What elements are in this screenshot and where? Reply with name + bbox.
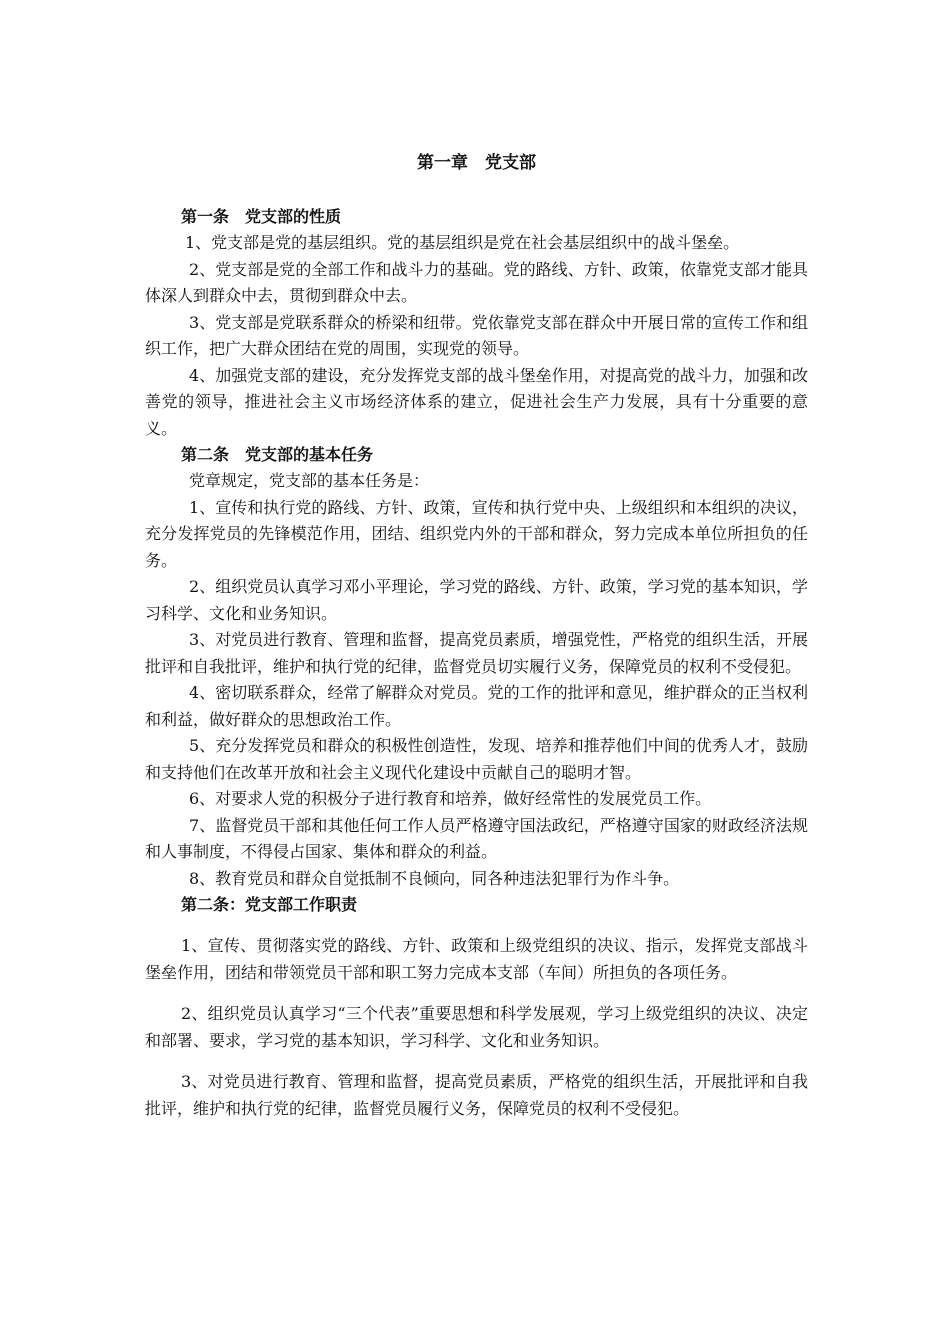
paragraph: 2、组织党员认真学习邓小平理论，学习党的路线、方针、政策，学习党的基本知识，学习科学、文化和业务知识。 bbox=[145, 577, 808, 623]
paragraph: 3、对党员进行教育、管理和监督，提高党员素质，严格党的组织生活，开展批评和自我批评，维护和执行党的纪律，监督党员履行义务，保障党员的权利不受侵犯。 bbox=[145, 1072, 808, 1118]
article-heading: 第二条：党支部工作职责 bbox=[181, 895, 358, 914]
paragraph: 2、党支部是党的全部工作和战斗力的基础。党的路线、方针、政策，依靠党支部才能具体深人到群众中去，贯彻到群众中去。 bbox=[145, 259, 808, 305]
paragraph: 4、加强党支部的建设，充分发挥党支部的战斗堡垒作用，对提高党的战斗力，加强和改善党的领导，推进社会主义市场经济体系的建立，促进社会生产力发展，具有十分重要的意义。 bbox=[145, 365, 808, 438]
chapter-title: 第一章 党支部 bbox=[417, 153, 536, 173]
section-article-2 bbox=[145, 442, 808, 892]
article-heading: 第一条 党支部的性质 bbox=[181, 207, 342, 226]
document-page bbox=[145, 150, 808, 1122]
paragraph: 1、宣传和执行党的路线、方针、政策，宣传和执行党中央、上级组织和本组织的决议，充分发挥党员的先锋模范作用，团结、组织党内外的干部和群众，努力完成本单位所担负的任务。 bbox=[145, 497, 808, 570]
section-article-3 bbox=[145, 892, 808, 1122]
paragraph: 5、充分发挥党员和群众的积极性创造性，发现、培养和推荐他们中间的优秀人才，鼓励和支持他们在改革开放和社会主义现代化建设中贡献自己的聪明才智。 bbox=[145, 736, 808, 782]
section-article-1 bbox=[145, 204, 808, 442]
paragraph: 8、教育党员和群众自觉抵制不良倾向，同各种违法犯罪行为作斗争。 bbox=[189, 868, 680, 888]
paragraph: 1、党支部是党的基层组织。党的基层组织是党在社会基层组织中的战斗堡垒。 bbox=[185, 233, 740, 252]
paragraph: 3、党支部是党联系群众的桥梁和纽带。党依靠党支部在群众中开展日常的宣传工作和组织工作，把广大群众团结在党的周围，实现党的领导。 bbox=[145, 312, 808, 358]
paragraph: 2、组织党员认真学习“三个代表”重要思想和科学发展观，学习上级党组织的决议、决定和部署、要求，学习党的基本知识，学习科学、文化和业务知识。 bbox=[145, 1004, 808, 1050]
section-intro: 党章规定，党支部的基本任务是： bbox=[189, 471, 430, 490]
paragraph: 6、对要求人党的积极分子进行教育和培养，做好经常性的发展党员工作。 bbox=[189, 789, 712, 808]
paragraph: 7、监督党员干部和其他任何工作人员严格遵守国法政纪，严格遵守国家的财政经济法规和人事制度，不得侵占国家、集体和群众的利益。 bbox=[145, 815, 808, 861]
paragraph: 3、对党员进行教育、管理和监督，提高党员素质，增强党性，严格党的组织生活，开展批评和自我批评，维护和执行党的纪律，监督党员切实履行义务，保障党员的权利不受侵犯。 bbox=[145, 630, 808, 676]
paragraph: 1、宣传、贯彻落实党的路线、方针、政策和上级党组织的决议、指示，发挥党支部战斗堡垒作用，团结和带领党员干部和职工努力完成本支部（车间）所担负的各项任务。 bbox=[145, 936, 808, 982]
paragraph: 4、密切联系群众，经常了解群众对党员。党的工作的批评和意见，维护群众的正当权利和利益，做好群众的思想政治工作。 bbox=[145, 683, 808, 729]
article-heading: 第二条 党支部的基本任务 bbox=[181, 445, 374, 464]
